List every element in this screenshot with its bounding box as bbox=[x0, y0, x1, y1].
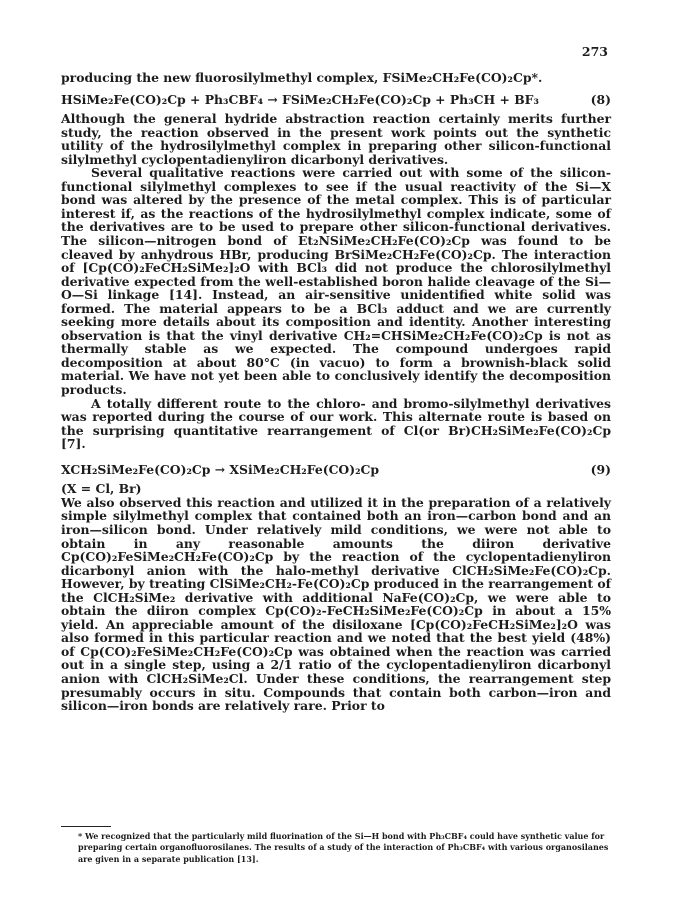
equation-9 bbox=[61, 463, 611, 477]
equation-8-text: HSiMe₂Fe(CO)₂Cp + Ph₃CBF₄ → FSiMe₂CH₂Fe(CO)₂Cp + Ph₃CH + BF₃ bbox=[61, 91, 539, 107]
page-number: 273 bbox=[581, 44, 608, 59]
equation-9-text: XCH₂SiMe₂Fe(CO)₂Cp → XSiMe₂CH₂Fe(CO)₂Cp bbox=[61, 461, 380, 477]
equation-8-number: (8) bbox=[590, 91, 611, 107]
body-text bbox=[61, 71, 611, 713]
equation-8 bbox=[61, 93, 611, 107]
paragraph-4: We also observed this reaction and utilized it in the preparation of a relatively simple silylmethyl complex that contained both an iron—carbon bond and an iron—silicon bond. Under relatively mild conditions, we were not able to obtain in any reasonable amounts the diiron derivative Cp(CO)₂FeSiMe₂CH₂Fe(CO)₂Cp by the reaction of the cyclopentadienyliron dicarbonyl anion with the halo-methyl derivative ClCH₂SiMe₂Fe(CO)₂Cp. However, by treating ClSiMe₂CH₂-Fe(CO)₂Cp produced in the rearrangement of the ClCH₂SiMe₂ derivative with additional NaFe(CO)₂Cp, we were able to obtain the diiron complex Cp(CO)₂-FeCH₂SiMe₂Fe(CO)₂Cp in about a 15% yield. An appreciable amount of the disiloxane [Cp(CO)₂FeCH₂SiMe₂]₂O was also formed in this particular reaction and we noted that the best yield (48%) of Cp(CO)₂FeSiMe₂CH₂Fe(CO)₂Cp was obtained when the reaction was carried out in a single step, using a 2/1 ratio of the cyclopentadienyliron dicarbonyl anion with ClCH₂SiMe₂Cl. Under these conditions, the rearrangement step presumably occurs in situ. Compounds that contain both carbon—iron and silicon—iron bonds are relatively rare. Prior to bbox=[61, 494, 611, 714]
paragraph-3: A totally different route to the chloro- and bromo-silylmethyl derivatives was reported during the course of our work. This alternate route is based on the surprising quantitative rearrangement of Cl(or Br)CH₂SiMe₂Fe(CO)₂Cp [7]. bbox=[61, 395, 611, 452]
paragraph-2: Several qualitative reactions were carried out with some of the silicon-functional silylmethyl complexes to see if the usual reactivity of the Si—X bond was altered by the presence of the metal complex. This is of particular interest if, as the reactions of the hydrosilylmethyl complex indicate, some of the derivatives are to be used to prepare other silicon-functional derivatives. The silicon—nitrogen bond of Et₂NSiMe₂CH₂Fe(CO)₂Cp was found to be cleaved by anhydrous HBr, producing BrSiMe₂CH₂Fe(CO)₂Cp. The interaction of [Cp(CO)₂FeCH₂SiMe₂]₂O with BCl₃ did not produce the chlorosilylmethyl derivative expected from the well-established boron halide cleavage of the Si—O—Si linkage [14]. Instead, an air-sensitive unidentified white solid was formed. The material appears to be a BCl₃ adduct and we are currently seeking more details about its composition and identity. Another interesting observation is that the vinyl derivative CH₂=CHSiMe₂CH₂Fe(CO)₂Cp is not as thermally stable as we expected. The compound undergoes rapid decomposition at about 80°C (in vacuo) to form a brownish-black solid material. We have not yet been able to conclusively identify the decomposition products. bbox=[61, 165, 611, 398]
paragraph-1: Although the general hydride abstraction reaction certainly merits further study, the reaction observed in the present work points out the synthetic utility of the hydrosilylmethyl complex in preparing other silicon-functional silylmethyl cyclopentadienyliron dicarbonyl derivatives. bbox=[61, 111, 611, 167]
equation-9-note: (X = Cl, Br) bbox=[61, 481, 142, 497]
paragraph-intro: producing the new fluorosilylmethyl complex, FSiMe₂CH₂Fe(CO)₂Cp*. bbox=[61, 70, 543, 85]
footnote bbox=[78, 831, 618, 865]
equation-9-number: (9) bbox=[590, 461, 611, 477]
footnote-text: * We recognized that the particularly mild fluorination of the Si—H bond with Ph₃CBF₄ could have synthetic value for preparing certain organofluorosilanes. The results of a study of the interaction of Ph₃CBF₄ with various organosilanes are given in a separate publication [13]. bbox=[78, 831, 609, 864]
footnote-rule bbox=[61, 826, 111, 827]
